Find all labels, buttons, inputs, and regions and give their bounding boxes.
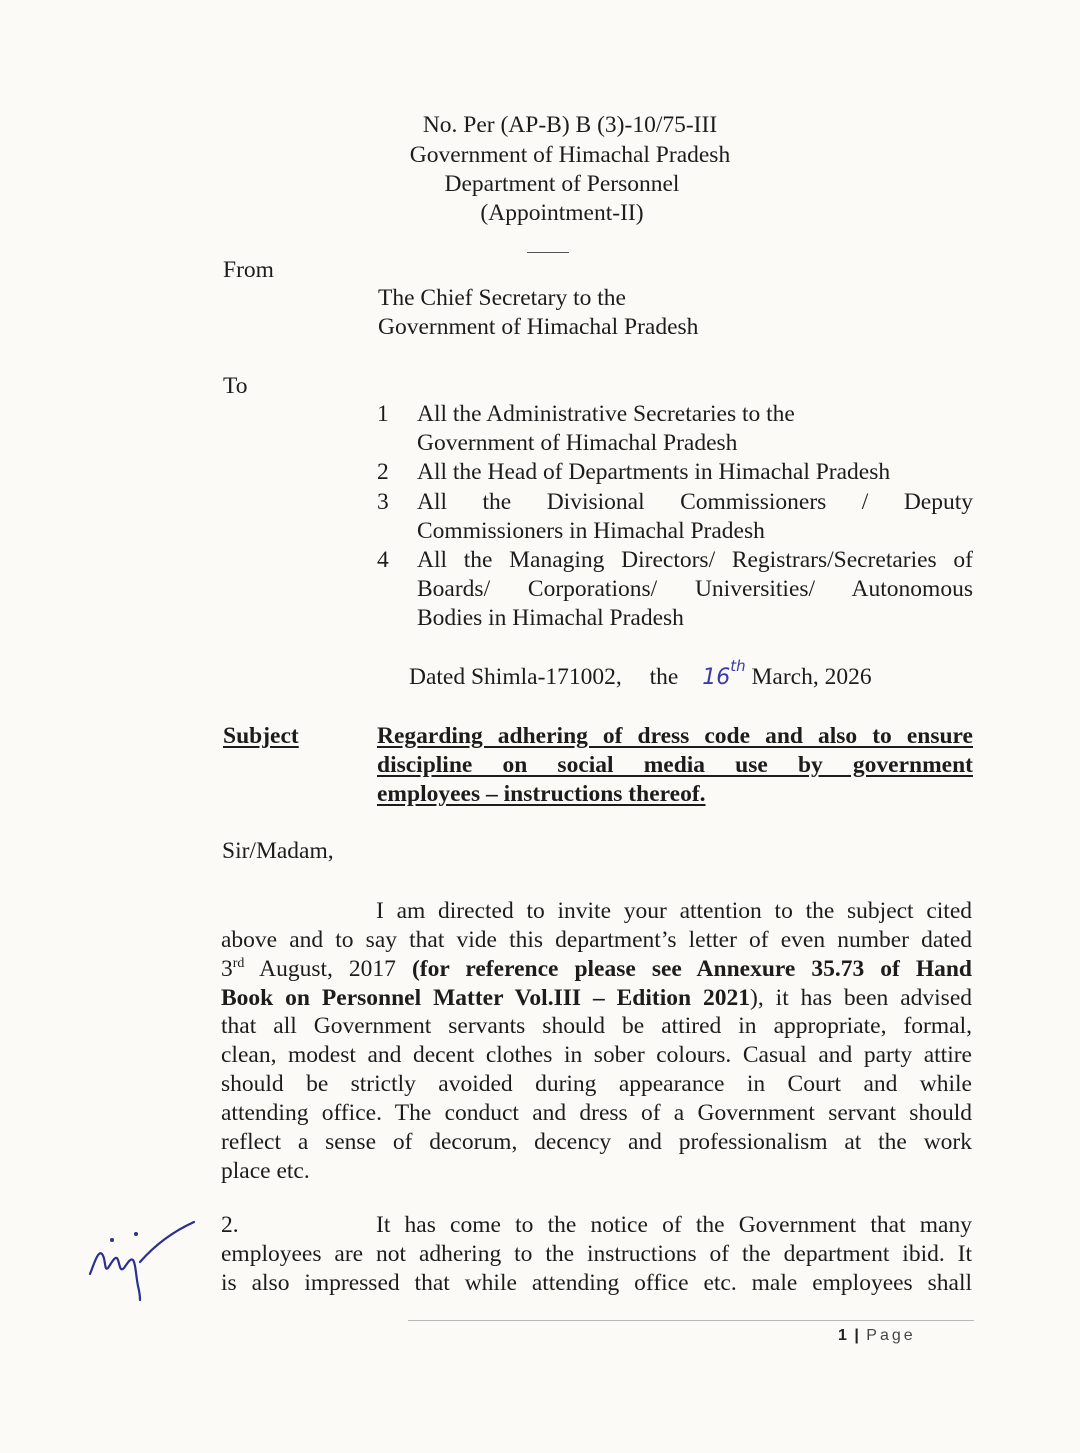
para1-bold-ref: Book on Personnel Matter Vol.III – Edition 2021 (221, 985, 751, 1011)
para1-line: place etc. (221, 1158, 310, 1184)
date-the: the (649, 664, 679, 690)
para1-line: that all Government servants should be attired in appropriate, formal, (221, 1013, 972, 1039)
para1-day-sup: rd (232, 956, 245, 972)
handwritten-day-suffix: th (730, 657, 746, 675)
para1-line: attending office. The conduct and dress of a Government servant should (221, 1100, 972, 1126)
to-item-line: Commissioners in Himachal Pradesh (417, 518, 765, 544)
to-item-line: Bodies in Himachal Pradesh (417, 605, 684, 631)
para1-bold-ref: (for reference please see Annexure 35.73 of Hand (411, 956, 972, 982)
handwritten-initials-signature (82, 1210, 200, 1306)
subject-label: Subject (223, 723, 299, 749)
footer-divider (408, 1320, 974, 1321)
para2-line: employees are not adhering to the instructions of the department ibid. It (221, 1241, 972, 1267)
handwritten-day: 16 (702, 665, 731, 690)
page-number: 1 (838, 1327, 847, 1344)
para1-line: reflect a sense of decorum, decency and professionalism at the work (221, 1129, 972, 1155)
to-item-number: 2 (377, 459, 389, 485)
from-line-2: Government of Himachal Pradesh (378, 314, 699, 340)
government-name: Government of Himachal Pradesh (409, 142, 731, 168)
para1-line: clean, modest and decent clothes in sober colours. Casual and party attire (221, 1042, 972, 1068)
subject-line-2: discipline on social media use by government (377, 752, 973, 778)
to-label: To (223, 373, 248, 399)
to-item-line: All the Head of Departments in Himachal Pradesh (417, 459, 891, 485)
para1-line: should be strictly avoided during appearance in Court and while (221, 1071, 972, 1097)
subject-line-3: employees – instructions thereof. (377, 781, 706, 807)
to-item-line: All the Managing Directors/ Registrars/Secretaries of (417, 547, 973, 573)
to-item-line: All the Divisional Commissioners / Deputy (417, 489, 973, 515)
page-footer (838, 1327, 916, 1345)
letter-number: No. Per (AP-B) B (3)-10/75-III (422, 112, 718, 138)
from-line-1: The Chief Secretary to the (378, 285, 626, 311)
para1-text: August, 2017 (244, 956, 412, 982)
date-line (409, 657, 872, 694)
para2-number: 2. (221, 1212, 239, 1238)
para1-line: I am directed to invite your attention to the subject cited (376, 898, 972, 924)
page-label: Page (866, 1327, 916, 1344)
subject-line-1: Regarding adhering of dress code and also to ensure (377, 723, 973, 749)
para1-line (221, 955, 972, 984)
header-divider (527, 252, 569, 253)
handwritten-date (702, 657, 751, 690)
department-name: Department of Personnel (444, 171, 680, 197)
to-item-line: Boards/ Corporations/ Universities/ Autonomous (417, 576, 973, 602)
to-item-number: 4 (377, 547, 389, 573)
section-name: (Appointment-II) (480, 200, 644, 226)
para1-line: above and to say that vide this department’s letter of even number dated (221, 927, 972, 953)
salutation: Sir/Madam, (222, 838, 334, 864)
para1-text: ), it has been advised (750, 985, 973, 1011)
to-item-line: All the Administrative Secretaries to the (417, 401, 795, 427)
page-separator: | (854, 1327, 859, 1344)
from-label: From (223, 257, 274, 283)
para2-line: It has come to the notice of the Government that many (376, 1212, 972, 1238)
para2-line: is also impressed that while attending office etc. male employees shall (221, 1270, 972, 1296)
date-prefix: Dated Shimla-171002, (409, 664, 622, 690)
to-item-number: 1 (377, 401, 389, 427)
date-month-year: March, 2026 (751, 664, 872, 690)
para1-day: 3 (221, 956, 233, 982)
para1-line (221, 984, 972, 1013)
to-item-line: Government of Himachal Pradesh (417, 430, 738, 456)
to-item-number: 3 (377, 489, 389, 515)
